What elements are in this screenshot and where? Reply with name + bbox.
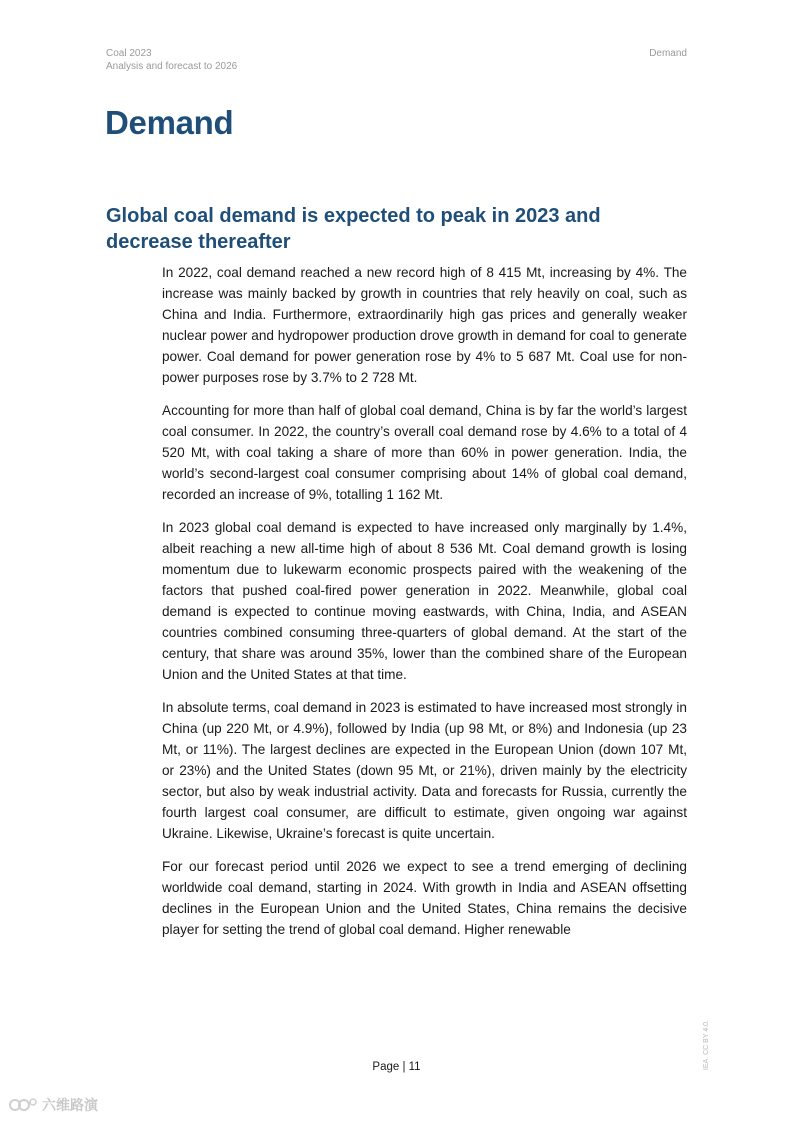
watermark-text: 六维路演 [42,1097,98,1113]
report-subtitle: Analysis and forecast to 2026 [106,61,238,72]
paragraph: For our forecast period until 2026 we expect to see a trend emerging of declining worldwide coal demand, starting in 2024. With growth in India and ASEAN offsetting declines in the European Union and the United States, China remains the decisive player for setting the trend of global coal demand. Higher renewable [162,859,687,937]
paragraph: Accounting for more than half of global coal demand, China is by far the world’s largest coal consumer. In 2022, the country’s overall coal demand rose by 4.6% to a total of 4 520 Mt, with coal taking a share of more than 60% in power generation. India, the world’s second-largest coal consumer comprising about 14% of global coal demand, recorded an increase of 9%, totalling 1 162 Mt. [162,403,687,502]
page-title: Demand [105,104,234,141]
watermark-logo-icon [8,1097,38,1113]
report-title: Coal 2023 [106,48,152,59]
body-text [162,262,687,952]
running-header [106,47,237,73]
section-heading: Global coal demand is expected to peak in 2023 and decrease thereafter [106,205,601,253]
license-note: IEA. CC BY 4.0. [703,1020,710,1071]
page-number: Page | 11 [372,1061,421,1073]
paragraph: In 2023 global coal demand is expected to have increased only marginally by 1.4%, albeit reaching a new all-time high of about 8 536 Mt. Coal demand growth is losing momentum due to lukewarm economic prospects paired with the weakening of the factors that pushed coal-fired power generation in 2022. Meanwhile, global coal demand is expected to continue moving eastwards, with China, India, and ASEAN countries combined consuming three-quarters of global demand. At the start of the century, that share was around 35%, lower than the combined share of the European Union and the United States at that time. [162,520,687,682]
paragraph: In 2022, coal demand reached a new record high of 8 415 Mt, increasing by 4%. The increase was mainly backed by growth in countries that rely heavily on coal, such as China and India. Furthermore, extraordinarily high gas prices and generally weaker nuclear power and hydropower production drove growth in demand for coal to generate power. Coal demand for power generation rose by 4% to 5 687 Mt. Coal use for non-power purposes rose by 3.7% to 2 728 Mt. [162,265,687,385]
paragraph: In absolute terms, coal demand in 2023 is estimated to have increased most strongly in China (up 220 Mt, or 4.9%), followed by India (up 98 Mt, or 8%) and Indonesia (up 23 Mt, or 11%). The largest declines are expected in the European Union (down 107 Mt, or 23%) and the United States (down 95 Mt, or 21%), driven mainly by the electricity sector, but also by weak industrial activity. Data and forecasts for Russia, currently the fourth largest coal consumer, are difficult to estimate, given ongoing war against Ukraine. Likewise, Ukraine’s forecast is quite uncertain. [162,700,687,841]
watermark [8,1095,98,1115]
running-header-section: Demand [649,48,687,59]
